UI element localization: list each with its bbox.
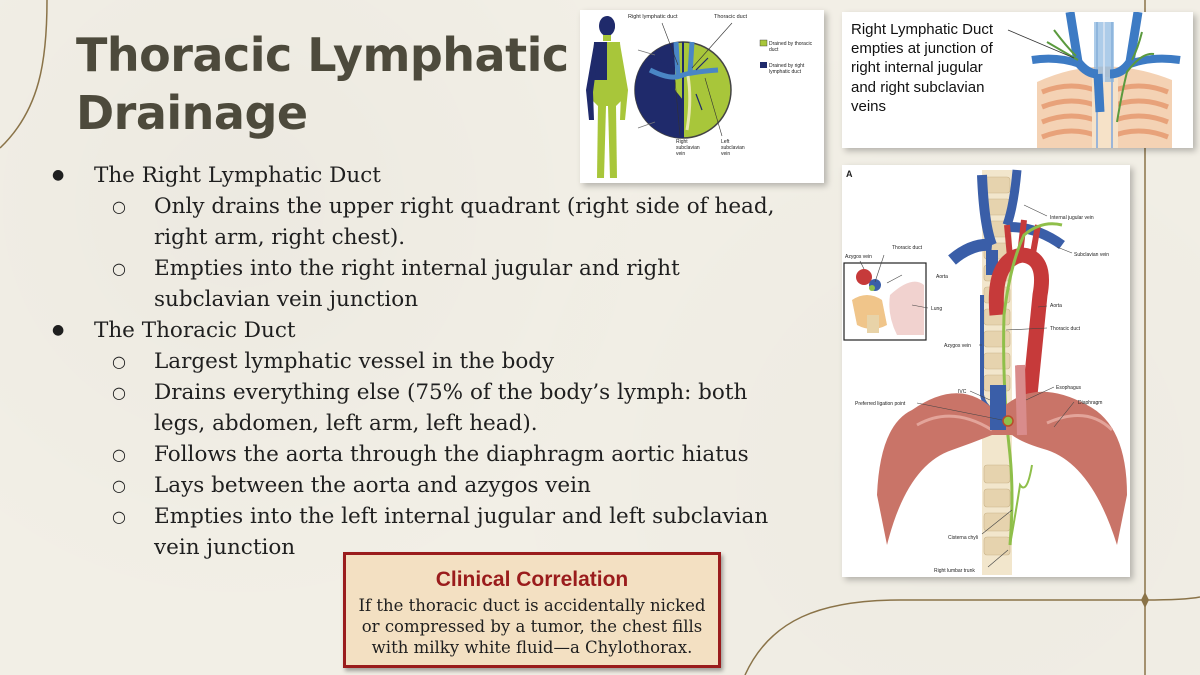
title-line-1: Thoracic Lymphatic — [76, 28, 569, 82]
sub-bullet — [52, 346, 792, 377]
figure-right-lymphatic-duct — [842, 12, 1193, 148]
caption-line: veins — [851, 98, 887, 115]
bullet-thoracic-duct: ● The Thoracic Duct — [52, 315, 792, 346]
caption-line: empties at junction of — [851, 40, 993, 57]
bullet-text: subclavian vein junction — [154, 287, 419, 312]
drainage-diagram — [580, 10, 824, 183]
bullet-text: right arm, right chest). — [154, 225, 406, 250]
cross-section-inset — [844, 263, 926, 340]
label-right-subclavian-3: vein — [676, 151, 686, 157]
anatomy-illustration — [877, 170, 1127, 575]
label-lung: Lung — [931, 306, 943, 312]
sub-bullet — [52, 191, 792, 253]
bullet-text: ○ Follows the aorta through the diaphragm aortic hiatus — [154, 442, 749, 467]
body-figure — [586, 16, 628, 178]
label-left-subclavian-1: Left — [721, 139, 730, 145]
callout-line: If the thoracic duct is accidentally nicked — [358, 596, 706, 615]
label-preferred-ligation: Preferred ligation point — [855, 401, 906, 407]
label-esophagus: Esophagus — [1056, 385, 1082, 391]
bullet-text: ○ Empties into the right internal jugular and right — [154, 256, 680, 281]
callout-line: with milky white fluid—a Chylothorax. — [371, 638, 693, 657]
bullet-list — [52, 160, 792, 563]
bullet-text: legs, abdomen, left arm, left head). — [154, 411, 538, 436]
bullet-text: ○ Only drains the upper right quadrant (right side of head, — [154, 194, 775, 219]
callout-line: or compressed by a tumor, the chest fills — [361, 617, 703, 636]
title-line-2: Drainage — [76, 86, 308, 140]
ribcage-illustration — [1032, 12, 1180, 148]
caption-line: Right Lymphatic Duct — [851, 21, 994, 38]
label-inset-thoracic-duct: Thoracic duct — [892, 245, 923, 251]
label-right-lymphatic-duct: Right lymphatic duct — [628, 14, 678, 20]
label-ivc: IVC — [958, 389, 967, 395]
label-subclavian: Subclavian vein — [1074, 252, 1110, 258]
label-aorta: Aorta — [1050, 303, 1062, 309]
slide-title — [76, 26, 569, 142]
label-right-subclavian-2: subclavian — [676, 145, 700, 151]
legend-thoracic-line1: Drained by thoracic — [769, 41, 813, 47]
clinical-correlation-box — [343, 552, 721, 668]
label-internal-jugular: Internal jugular vein — [1050, 215, 1094, 221]
legend-swatch-right — [760, 62, 767, 68]
label-inset-azygos: Azygos vein — [845, 254, 872, 260]
sub-bullet — [52, 439, 792, 470]
legend-swatch-thoracic — [760, 40, 767, 46]
label-inset-aorta: Aorta — [936, 274, 948, 280]
sub-bullet — [52, 470, 792, 501]
figure-drainage-regions — [580, 10, 824, 183]
caption-line: right internal jugular — [851, 59, 983, 76]
figure-thoracic-duct-anatomy — [842, 165, 1130, 577]
bullet-text: vein junction — [154, 535, 296, 560]
bullet-text: ○ Empties into the left internal jugular and left subclavian — [154, 504, 769, 529]
sub-bullet — [52, 253, 792, 315]
bullet-right-lymphatic-duct: ● The Right Lymphatic Duct — [52, 160, 792, 191]
sub-bullet — [52, 377, 792, 439]
label-diaphragm: Diaphragm — [1078, 400, 1103, 406]
callout-title: Clinical Correlation — [435, 568, 629, 591]
label-cisterna-chyli: Cisterna chyli — [948, 535, 979, 541]
magnified-view — [635, 42, 731, 138]
legend-right-line1: Drained by right — [769, 63, 805, 69]
label-thoracic-duct: Thoracic duct — [1050, 326, 1081, 332]
callout-body — [346, 595, 718, 658]
legend-right-line2: lymphatic duct — [769, 69, 801, 75]
legend-thoracic-line2: duct — [769, 47, 779, 53]
label-thoracic-duct: Thoracic duct — [714, 14, 748, 20]
panel-label: A — [846, 169, 853, 179]
label-right-subclavian-1: Right — [676, 139, 688, 145]
label-left-subclavian-2: subclavian — [721, 145, 745, 151]
bullet-text: ○ Drains everything else (75% of the body’s lymph: both — [154, 380, 748, 405]
label-azygos-vein: Azygos vein — [944, 343, 971, 349]
right-duct-illustration — [842, 12, 1193, 148]
label-right-lumbar-trunk: Right lumbar trunk — [934, 568, 975, 574]
caption-line: and right subclavian — [851, 79, 985, 96]
bullet-text: ○ Largest lymphatic vessel in the body — [154, 349, 555, 374]
thoracic-duct-illustration — [842, 165, 1130, 577]
label-left-subclavian-3: vein — [721, 151, 731, 157]
bullet-text: ○ Lays between the aorta and azygos vein — [154, 473, 591, 498]
